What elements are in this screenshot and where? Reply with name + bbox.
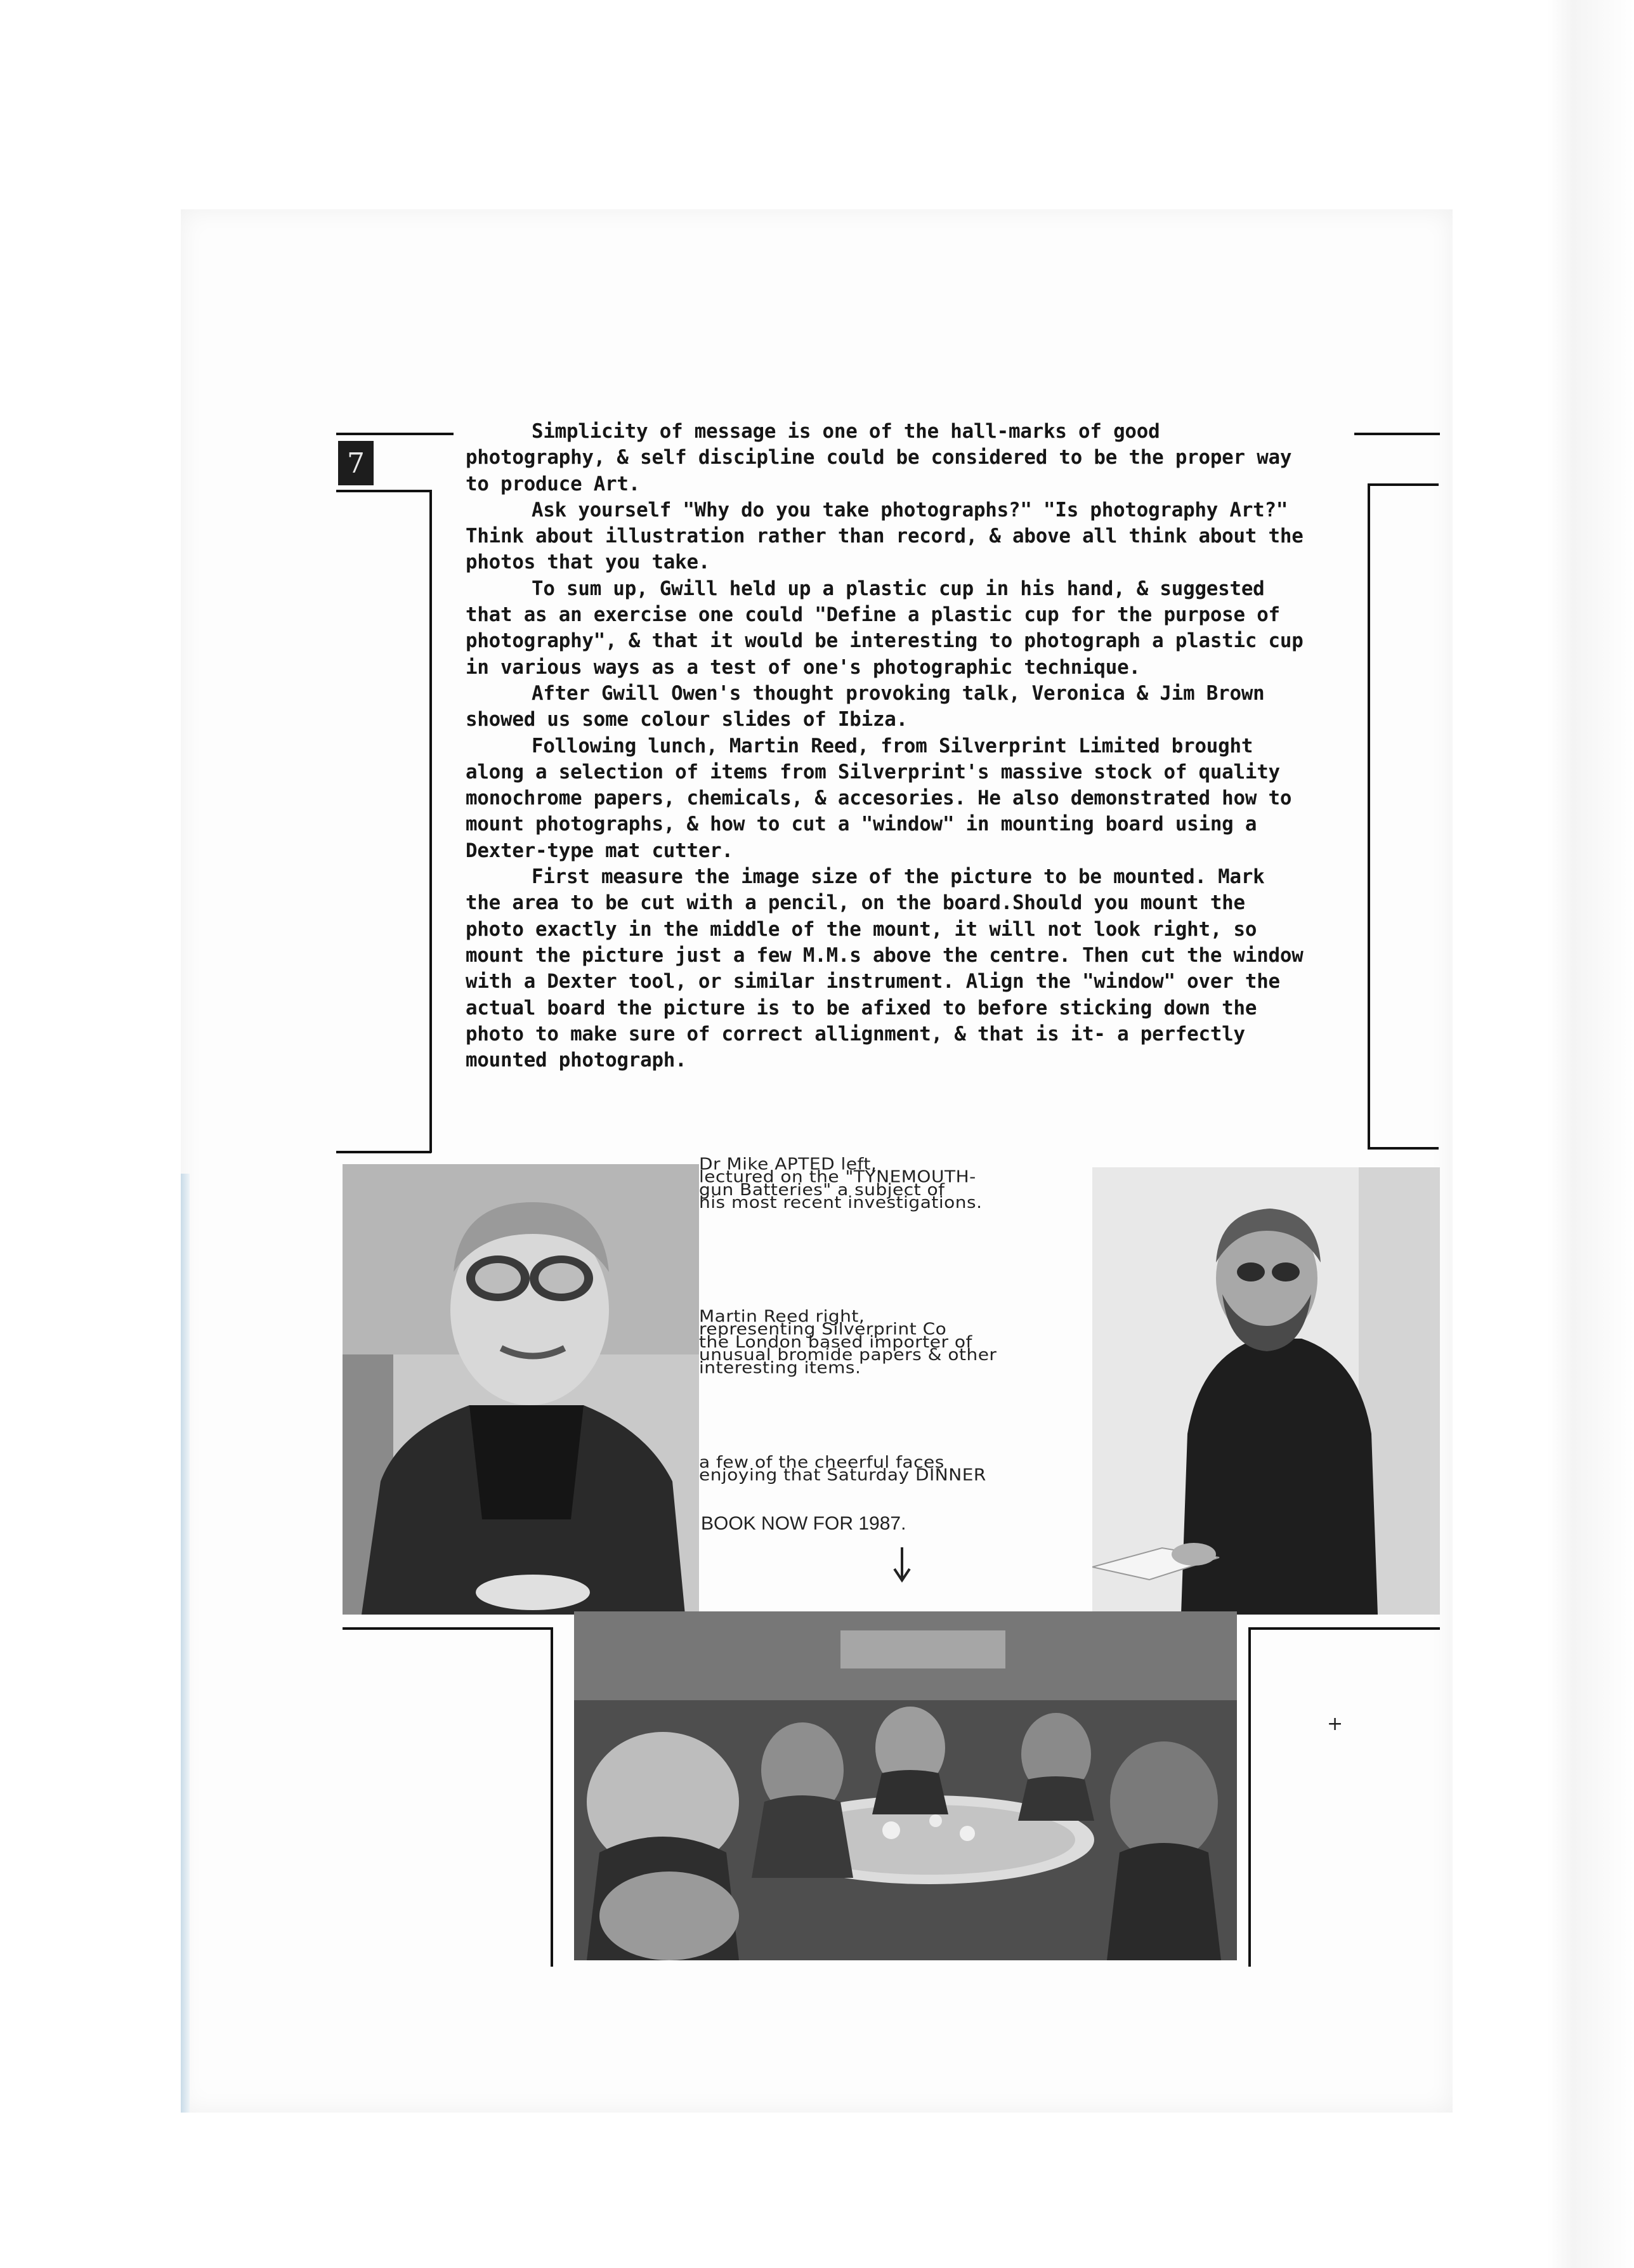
photo-martin-reed: [1092, 1167, 1440, 1615]
right-bracket-top: [1369, 483, 1439, 486]
right-bracket-bottom: [1368, 1147, 1439, 1150]
top-left-rule: [336, 433, 454, 435]
top-right-rule: [1354, 433, 1440, 435]
paragraph: After Gwill Owen's thought provoking talk, Veronica & Jim Brown showed us some colour slides of Ibiza.: [466, 681, 1265, 731]
sheet-edge-tint: [181, 1174, 190, 2113]
lower-right-bracket-top: [1250, 1627, 1440, 1630]
arrow-down-icon: [889, 1545, 915, 1583]
lower-left-bracket-vertical: [551, 1627, 553, 1967]
left-bracket-vertical: [429, 490, 432, 1153]
paragraph: Simplicity of message is one of the hall-marks of good photography, & self discipline could be considered to be the proper way to produce Art.: [466, 420, 1292, 495]
right-bracket-vertical: [1368, 483, 1370, 1150]
caption-dinner: a few of the cheerful faces enjoying that Saturday DINNER: [699, 1452, 986, 1485]
article-body: [466, 419, 1309, 1073]
lower-left-bracket-top: [343, 1627, 552, 1630]
left-bracket-bottom: [336, 1151, 431, 1153]
photo-dinner: [574, 1611, 1237, 1960]
page-number: 7: [338, 441, 374, 485]
lower-right-bracket-vertical: [1248, 1627, 1251, 1967]
left-bracket-top: [336, 490, 431, 492]
paragraph: Following lunch, Martin Reed, from Silverprint Limited brought along a selection of items from Silverprint's massive stock of quality monochrome papers, chemicals, & accesories. He also demonstrated how to mount photographs, & how to cut a "window" in mounting board using a Dexter-type mat cutter.: [466, 734, 1292, 862]
paragraph: Ask yourself "Why do you take photographs?" "Is photography Art?" Think about illustration rather than record, & above all think about the photos that you take.: [466, 498, 1304, 574]
caption-apted: Dr Mike APTED left, lectured on the "TYNEMOUTH- gun Batteries" a subject of his most recent investigations.: [699, 1154, 983, 1212]
caption-reed: Martin Reed right, representing Silverprint Co the London based importer of unusual bromide papers & other interesting items.: [699, 1306, 997, 1377]
plus-mark: +: [1327, 1713, 1343, 1735]
photo-mike-apted: [343, 1164, 699, 1615]
paragraph: First measure the image size of the picture to be mounted. Mark the area to be cut with a pencil, on the board.Should you mount the photo exactly in the middle of the mount, it will not look right, so mount the picture just a few M.M.s above the centre. Then cut the window with a Dexter tool, or similar instrument. Align the "window" over the actual board the picture is to be afixed to before sticking down the photo to make sure of correct allignment, & that is it- a perfectly mounted photograph.: [466, 865, 1304, 1072]
caption-book-now: BOOK NOW FOR 1987.: [701, 1513, 906, 1534]
paragraph: To sum up, Gwill held up a plastic cup in his hand, & suggested that as an exercise one could "Define a plastic cup for the purpose of photography", & that it would be interesting to photograph a plastic cup in various ways as a test of one's photographic technique.: [466, 577, 1304, 679]
caption-area: [699, 1154, 1092, 1586]
